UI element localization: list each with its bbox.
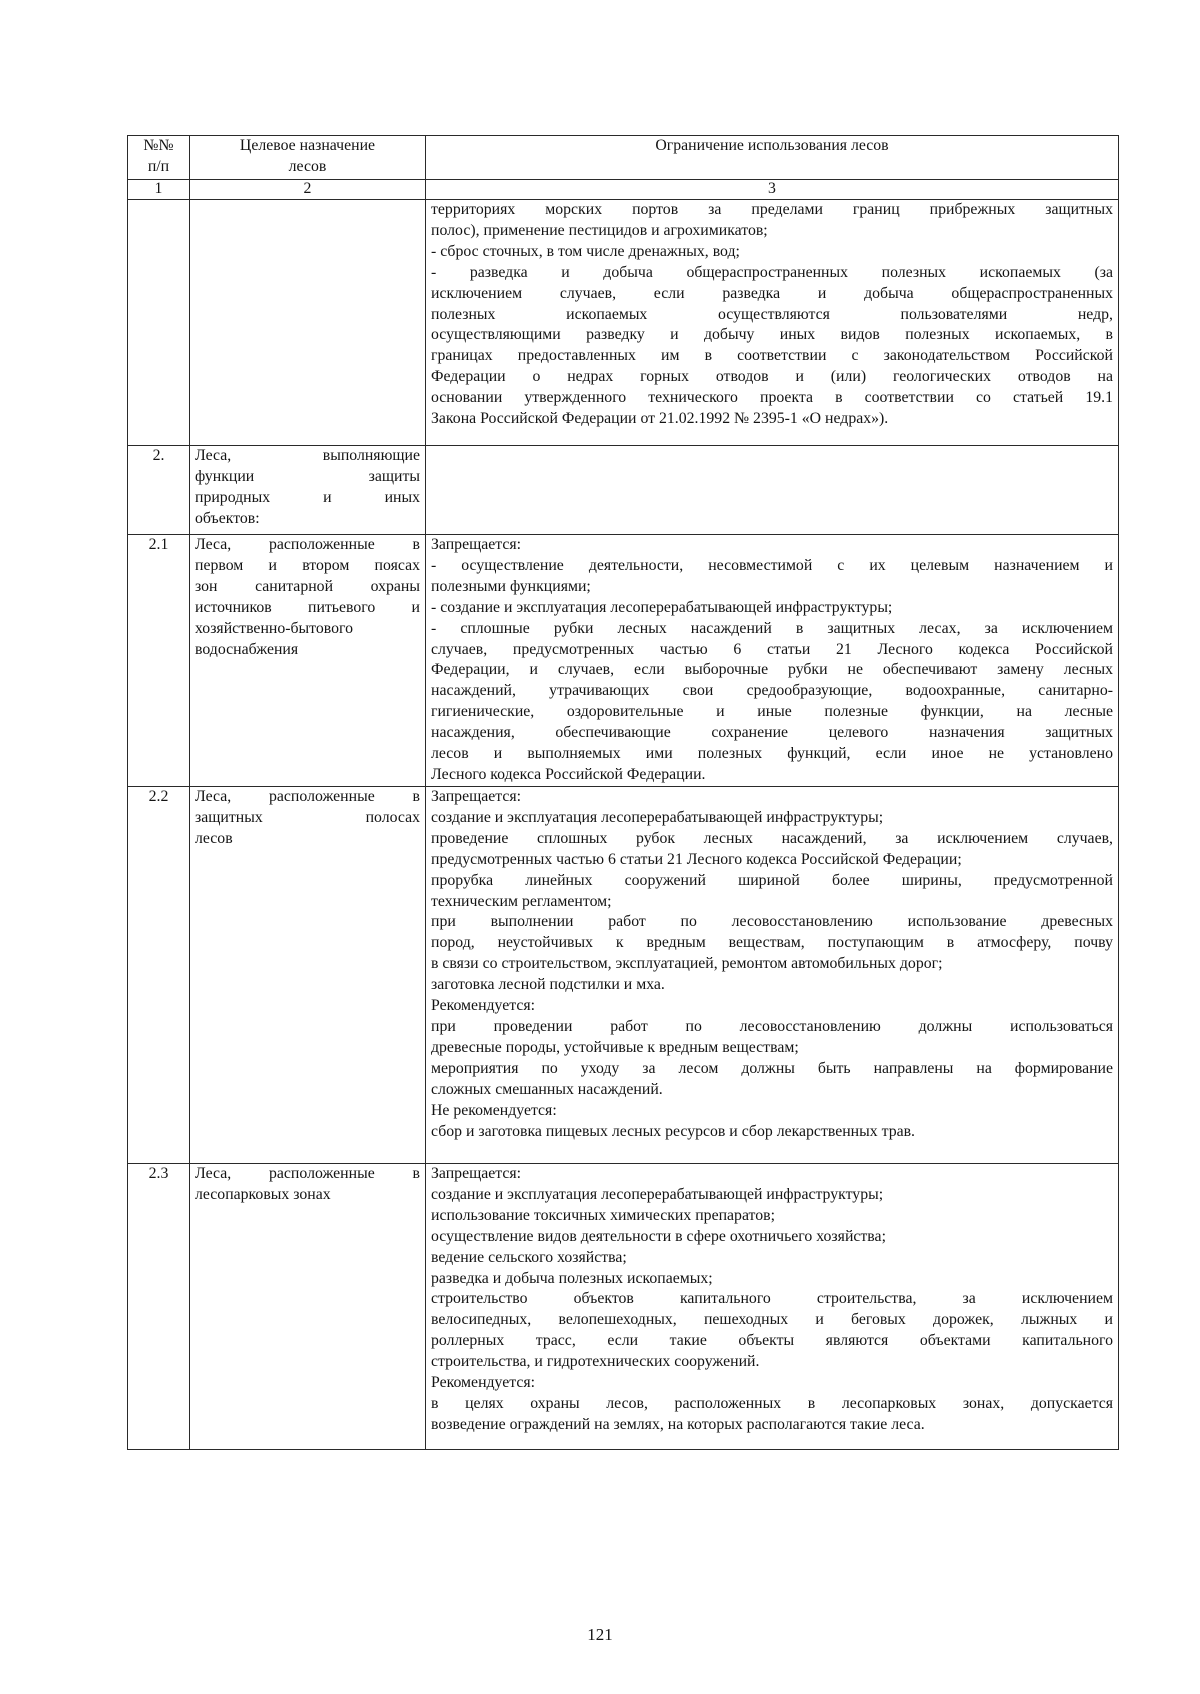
restriction-line: возведение ограждений на землях, на которых располагаются такие леса. xyxy=(431,1415,925,1433)
header-restriction-text: Ограничение использования лесов xyxy=(655,137,889,154)
restrictions-table xyxy=(127,135,1119,1450)
column-number: 2 xyxy=(190,180,426,200)
restriction-line: строительства, и гидротехнических сооружений. xyxy=(431,1353,760,1371)
purpose-line: Леса, расположенные в xyxy=(195,1165,420,1182)
row-restrictions xyxy=(426,1164,1119,1450)
row-number: 2.1 xyxy=(128,535,190,787)
row-number: 2. xyxy=(128,446,190,535)
restriction-line: ведение сельского хозяйства; xyxy=(431,1248,627,1266)
restriction-line: в целях охраны лесов, расположенных в лесопарковых зонах, допускается xyxy=(431,1394,1113,1412)
column-number-row xyxy=(128,180,1119,200)
restriction-line: полезными функциями; xyxy=(431,577,591,595)
restriction-line: строительство объектов капитального строительства, за исключением xyxy=(431,1290,1113,1308)
row-purpose xyxy=(190,535,426,787)
column-number: 3 xyxy=(426,180,1119,200)
table-row xyxy=(128,1164,1119,1450)
restriction-line: сложных смешанных насаждений. xyxy=(431,1080,663,1098)
restriction-line: создание и эксплуатация лесоперерабатывающей инфраструктуры; xyxy=(431,1185,884,1203)
restriction-line: границах предоставленных им в соответствии с законодательством Российской xyxy=(431,347,1113,365)
row-restrictions xyxy=(426,787,1119,1164)
table-row xyxy=(128,200,1119,446)
purpose-line: защитных полосах xyxy=(195,808,420,826)
restriction-line: основании утвержденного технического проекта в соответствии со статьей 19.1 xyxy=(431,389,1113,407)
row-restrictions xyxy=(426,200,1119,446)
restriction-line: территориях морских портов за пределами границ прибрежных защитных xyxy=(431,201,1113,218)
restriction-line: - сброс сточных, в том числе дренажных, вод; xyxy=(431,242,740,260)
page-number: 121 xyxy=(587,1625,613,1644)
purpose-line: Леса, расположенные в xyxy=(195,536,420,553)
restriction-line: лесов и выполняемых ими полезных функций, если иное не установлено xyxy=(431,745,1113,763)
restriction-line: заготовка лесной подстилки и мха. xyxy=(431,976,665,994)
restriction-line: разведка и добыча полезных ископаемых; xyxy=(431,1269,713,1287)
restriction-line: насаждений, утрачивающих свои средообразующие, водоохранные, санитарно- xyxy=(431,682,1113,700)
restriction-line: - разведка и добыча общераспространенных полезных ископаемых (за xyxy=(431,263,1113,281)
purpose-line: Леса, расположенные в xyxy=(195,788,420,805)
purpose-line: объектов: xyxy=(195,509,260,527)
restriction-line: осуществляющими разведку и добычу иных видов полезных ископаемых, в xyxy=(431,326,1113,344)
restriction-line: в связи со строительством, эксплуатацией, ремонтом автомобильных дорог; xyxy=(431,955,943,973)
restriction-line: Запрещается: xyxy=(431,536,522,553)
header-restriction-cell xyxy=(426,136,1119,180)
restriction-line: - сплошные рубки лесных насаждений в защитных лесах, за исключением xyxy=(431,619,1113,637)
restriction-line: - осуществление деятельности, несовместимой с их целевым назначением и xyxy=(431,556,1113,574)
column-number: 1 xyxy=(128,180,190,200)
header-purpose-line: Целевое назначение xyxy=(239,137,376,154)
purpose-line: природных и иных xyxy=(195,488,420,506)
purpose-line: источников питьевого и xyxy=(195,598,420,616)
restriction-line: осуществление видов деятельности в сфере охотничьего хозяйства; xyxy=(431,1227,886,1245)
restriction-line: роллерных трасс, если такие объекты являются объектами капитального xyxy=(431,1332,1113,1350)
header-purpose-line: лесов xyxy=(288,157,327,175)
restriction-line: Запрещается: xyxy=(431,1165,522,1182)
row-purpose xyxy=(190,1164,426,1450)
header-number-line: №№ xyxy=(143,137,174,154)
restriction-line: Не рекомендуется: xyxy=(431,1101,557,1119)
purpose-line: Леса, выполняющие xyxy=(195,447,420,464)
restriction-line: Лесного кодекса Российской Федерации. xyxy=(431,765,706,783)
row-number xyxy=(128,200,190,446)
restriction-line: случаев, предусмотренных частью 6 статьи 21 Лесного кодекса Российской xyxy=(431,640,1113,658)
restriction-line: создание и эксплуатация лесоперерабатывающей инфраструктуры; xyxy=(431,808,884,826)
restriction-line: мероприятия по уходу за лесом должны быть направлены на формирование xyxy=(431,1059,1113,1077)
restriction-line: пород, неустойчивых к вредным веществам, поступающим в атмосферу, почву xyxy=(431,934,1113,952)
purpose-line: водоснабжения xyxy=(195,640,299,658)
restriction-line: при выполнении работ по лесовосстановлению использование древесных xyxy=(431,913,1113,931)
header-purpose-cell xyxy=(190,136,426,180)
restriction-line: техническим регламентом; xyxy=(431,892,612,910)
row-purpose xyxy=(190,787,426,1164)
restriction-line: Запрещается: xyxy=(431,788,522,805)
purpose-line: хозяйственно-бытового xyxy=(195,619,353,637)
restriction-line: гигиенические, оздоровительные и иные полезные функции, на лесные xyxy=(431,703,1113,721)
restriction-line: - создание и эксплуатация лесоперерабатывающей инфраструктуры; xyxy=(431,598,893,616)
row-purpose xyxy=(190,446,426,535)
restriction-line: полезных ископаемых осуществляются пользователями недр, xyxy=(431,305,1113,323)
restriction-line: предусмотренных частью 6 статьи 21 Лесного кодекса Российской Федерации; xyxy=(431,850,962,868)
header-number-cell xyxy=(128,136,190,180)
restriction-line: велосипедных, велопешеходных, пешеходных и беговых дорожек, лыжных и xyxy=(431,1311,1113,1329)
table-row xyxy=(128,787,1119,1164)
row-number: 2.2 xyxy=(128,787,190,1164)
purpose-line: зон санитарной охраны xyxy=(195,577,420,595)
restriction-line: Рекомендуется: xyxy=(431,1374,536,1392)
restriction-line: использование токсичных химических препаратов; xyxy=(431,1206,775,1224)
restriction-line: сбор и заготовка пищевых лесных ресурсов и сбор лекарственных трав. xyxy=(431,1122,916,1140)
restriction-line: Закона Российской Федерации от 21.02.1992 № 2395-1 «О недрах»). xyxy=(431,410,889,428)
restriction-line: при проведении работ по лесовосстановлению должны использоваться xyxy=(431,1017,1113,1035)
purpose-line: первом и втором поясах xyxy=(195,556,420,574)
restriction-line: исключением случаев, если разведка и добыча общераспространенных xyxy=(431,284,1113,302)
purpose-line: лесопарковых зонах xyxy=(195,1185,331,1203)
purpose-line: лесов xyxy=(195,829,233,847)
row-restrictions xyxy=(426,535,1119,787)
table-row xyxy=(128,446,1119,535)
table-row xyxy=(128,535,1119,787)
row-restrictions xyxy=(426,446,1119,535)
table-header-row xyxy=(128,136,1119,180)
purpose-line: функции защиты xyxy=(195,467,420,485)
row-purpose xyxy=(190,200,426,446)
restriction-line: полос), применение пестицидов и агрохимикатов; xyxy=(431,221,768,239)
restriction-line: Федерации о недрах горных отводов и (или) геологических отводов на xyxy=(431,368,1113,386)
restriction-line: Федерации, и случаев, если выборочные рубки не обеспечивают замену лесных xyxy=(431,661,1113,679)
header-number-line: п/п xyxy=(147,157,170,175)
restriction-line: проведение сплошных рубок лесных насаждений, за исключением случаев, xyxy=(431,829,1113,847)
row-number: 2.3 xyxy=(128,1164,190,1450)
restriction-line: насаждения, обеспечивающие сохранение целевого назначения защитных xyxy=(431,724,1113,742)
restriction-line: прорубка линейных сооружений шириной более ширины, предусмотренной xyxy=(431,871,1113,889)
restriction-line: Рекомендуется: xyxy=(431,997,536,1015)
restriction-line: древесные породы, устойчивые к вредным веществам; xyxy=(431,1038,799,1056)
